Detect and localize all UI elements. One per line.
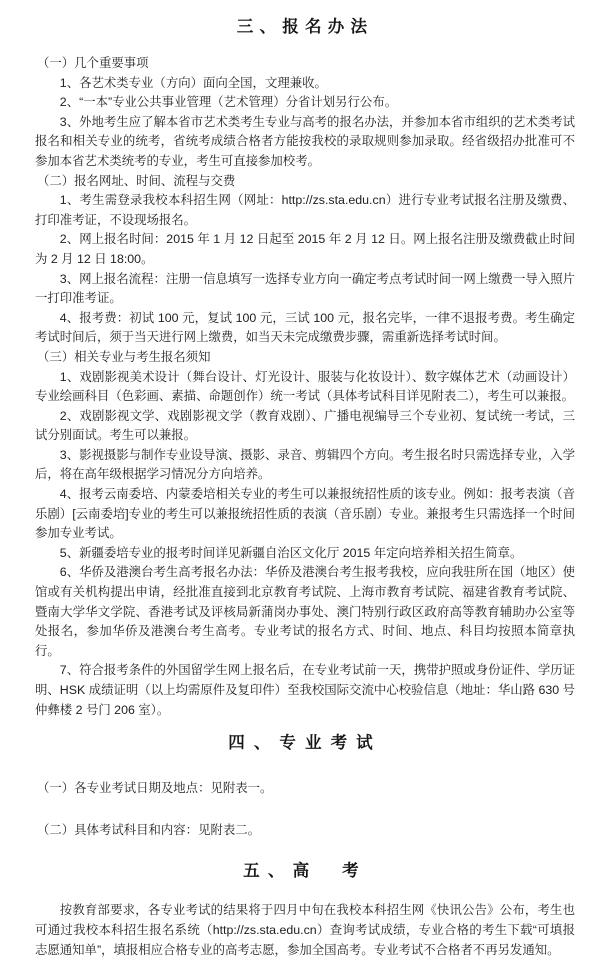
subsection-heading: （二）具体考试科目和内容：见附表二。 [37,822,261,837]
subsection-heading: （一）各专业考试日期及地点：见附表一。 [37,781,273,796]
doc-paragraph: 1、戏剧影视美术设计（舞台设计、灯光设计、服装与化妆设计）、数字媒体艺术（动画设计）专业绘画科目（色彩画、素描、命题创作）统一考试（具体考试科目详见附表二），考生可以兼报。 [35,369,575,404]
doc-paragraph: 5、新疆委培专业的报考时间详见新疆自治区文化厅 2015 年定向培养相关招生简章。 [59,545,523,560]
doc-paragraph: 4、报考费：初试 100 元，复试 100 元，三试 100 元，报名完毕，一律不退报考费。考生确定考试时间后，须于当天进行网上缴费，如当天未完成缴费步骤，需重新选择考试时间。 [35,310,575,345]
doc-paragraph: 1、各艺术类专业（方向）面向全国，文理兼收。 [59,75,327,90]
doc-paragraph: 3、网上报名流程：注册一信息填写一选择专业方向一确定考点考试时间一网上缴费一导入照片一打印准考证。 [35,271,575,306]
doc-paragraph: 7、符合报考条件的外国留学生网上报名后，在专业考试前一天，携带护照或身份证件、学历证明、HSK 成绩证明（以上均需原件及复印件）至我校国际交流中心校验信息（地址：华山路 630 号仲彝楼 2 号门 206 室）。 [35,663,575,717]
doc-paragraph: 2、“一本”专业公共事业管理（艺术管理）分省计划另行公布。 [59,95,398,110]
subsection-heading: （三）相关专业与考生报名须知 [37,349,211,364]
doc-paragraph: 3、影视摄影与制作专业设导演、摄影、录音、剪辑四个方向。考生报名时只需选择专业，入学后，将在高年级根据学习情况分方向培养。 [35,447,575,482]
section-title-exam: 四、专业考试 [228,734,382,753]
subsection-heading: （二）报名网址、时间、流程与交费 [37,173,236,188]
doc-paragraph: 1、考生需登录我校本科招生网（网址：http://zs.sta.edu.cn）进行专业考试报名注册及缴费、打印准考证，不设现场报名。 [35,193,575,227]
section-title-gaokao: 五、高 考 [243,862,367,881]
doc-paragraph: 2、戏剧影视文学、戏剧影视文学（教育戏剧）、广播电视编导三个专业初、复试统一考试，三试分别面试。考生可以兼报。 [35,408,575,443]
doc-paragraph: 4、报考云南委培、内蒙委培相关专业的考生可以兼报统招性质的该专业。例如：报考表演（音乐剧）[云南委培]专业的考生可以兼报统招性质的表演（音乐剧）专业。兼报考生只需选择一个时间参加专业考试。 [35,487,575,541]
section-title-registration: 三、报名办法 [236,18,374,36]
section-gaokao [35,860,575,960]
section-registration-methods [35,16,575,720]
doc-paragraph: 3、外地考生应了解本省市艺术类考生专业与高考的报名办法，并参加本省市组织的艺术类考试报名和相关专业的统考，省统考成绩合格者方能按我校的录取规则参加录取。经省级招办批准可不参加本省艺术类统考的专业，考生可直接参加校考。 [35,114,575,168]
subsection-heading: （一）几个重要事项 [37,56,149,70]
doc-paragraph: 2、网上报名时间：2015 年 1 月 12 日起至 2015 年 2 月 12 日。网上报名注册及缴费截止时间为 2 月 12 日 18:00。 [35,232,575,266]
doc-paragraph: 6、华侨及港澳台考生高考报名办法：华侨及港澳台考生报考我校，应向我驻所在国（地区）使馆或有关机构提出申请，经批准直接到北京教育考试院、上海市教育考试院、福建省教育考试院、暨南大学华文学院、香港考试及评核局新蒲岗办事处、澳门特别行政区政府高等教育辅助办公室等处报名，参加华侨及港澳台考生高考。专业考试的报名方式、时间、地点、科目均按照本简章执行。 [35,565,575,658]
doc-paragraph: 按教育部要求，各专业考试的结果将于四月中旬在我校本科招生网《快讯公告》公布，考生也可通过我校本科招生报名系统（http://zs.sta.edu.cn）查询考试成绩，专业合格的考生下载“可填报志愿通知单”，填报相应合格专业的高考志愿，参加全国高考。专业考试不合格者不再另发通知。 [35,903,575,957]
section-professional-exam [35,732,575,840]
